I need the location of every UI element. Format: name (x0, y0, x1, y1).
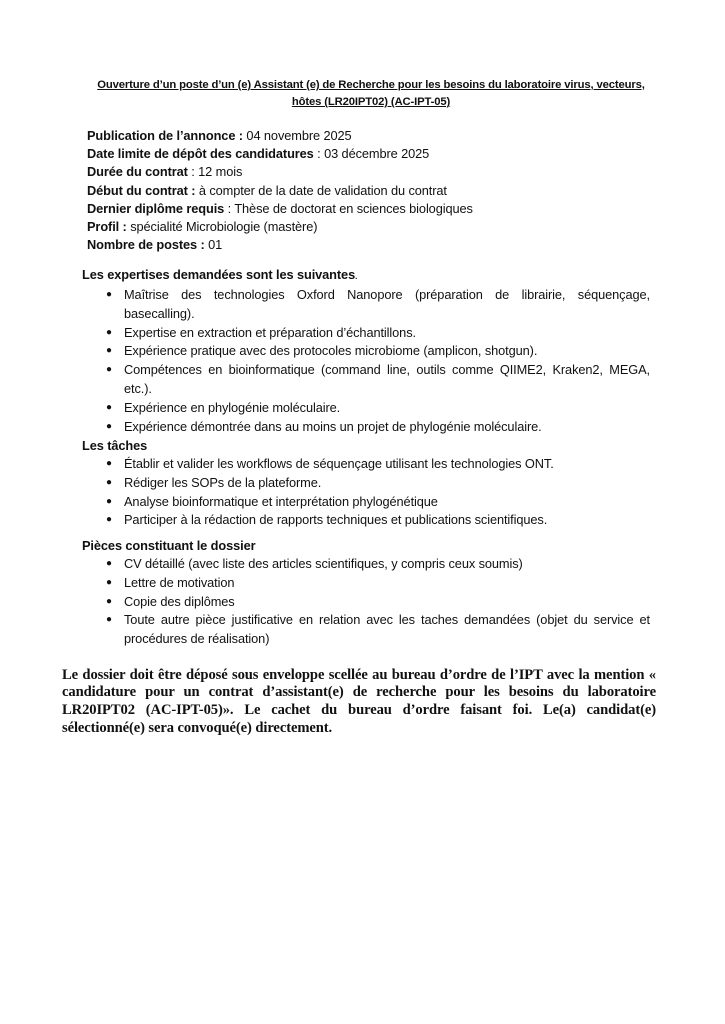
section-heading: Les tâches (82, 438, 148, 453)
info-label: Profil : (87, 219, 127, 235)
bullet-icon: ● (106, 558, 112, 569)
list-item-text: Toute autre pièce justificative en relation avec les taches demandées (objet du service et procédures de réalisation) (124, 612, 650, 647)
info-value: spécialité Microbiologie (mastère) (126, 219, 318, 235)
info-label: Durée du contrat (87, 164, 188, 180)
bullet-icon: ● (106, 514, 112, 526)
section-heading (82, 266, 650, 286)
list-item-text: Expérience démontrée dans au moins un projet de phylogénie moléculaire. (124, 418, 542, 434)
info-label: Dernier diplôme requis (87, 200, 225, 216)
list-item-text: Copie des diplômes (124, 593, 235, 609)
info-row-degree (87, 200, 473, 218)
info-label: Nombre de postes : (87, 237, 205, 253)
bullet-icon: ● (106, 576, 112, 588)
list-item (82, 474, 650, 493)
bullet-icon: ● (106, 401, 112, 413)
info-label: Date limite de dépôt des candidatures (87, 146, 314, 162)
info-row-positions (87, 236, 473, 254)
info-row-start (87, 182, 473, 200)
info-row-publication (87, 127, 473, 145)
bullet-icon: ● (106, 345, 112, 357)
list-item (82, 611, 650, 649)
list-item-text: Expertise en extraction et préparation d’échantillons. (124, 324, 416, 340)
section-taches (82, 437, 650, 530)
list-item-text: Analyse bioinformatique et interprétation phylogénétique (124, 493, 438, 509)
info-label: Début du contrat : (87, 182, 196, 198)
info-row-profile (87, 218, 473, 236)
bullet-icon: ● (106, 476, 112, 488)
info-label: Publication de l’annonce : (87, 128, 243, 143)
info-row-duration (87, 163, 473, 181)
list-item (82, 399, 650, 418)
info-value: à compter de la date de validation du contrat (195, 182, 447, 198)
section-heading-text: Les expertises demandées sont les suivantes (82, 267, 356, 282)
bullet-icon: ● (106, 458, 112, 469)
list-item (82, 593, 650, 612)
taches-list (82, 455, 650, 530)
list-item (82, 511, 650, 530)
list-item-text: Maîtrise des technologies Oxford Nanopore (préparation de librairie, séquençage, basecalling). (124, 287, 650, 321)
section-heading: Pièces constituant le dossier (82, 538, 256, 553)
list-item (82, 361, 650, 399)
list-item-text: Établir et valider les workflows de séquençage utilisant les technologies ONT. (124, 456, 554, 471)
bullet-icon: ● (106, 326, 112, 338)
list-item-text: Rédiger les SOPs de la plateforme. (124, 474, 322, 490)
list-item (82, 574, 650, 593)
list-item (82, 455, 650, 474)
list-item (82, 324, 650, 343)
bullet-icon: ● (106, 595, 112, 607)
list-item (82, 555, 650, 574)
info-row-deadline (87, 145, 473, 163)
list-item-text: Compétences en bioinformatique (command line, outils comme QIIME2, Kraken2, MEGA, etc.). (124, 362, 650, 396)
bullet-icon: ● (106, 614, 112, 626)
list-item (82, 286, 650, 324)
bullet-icon: ● (106, 420, 112, 432)
list-item (82, 342, 650, 361)
list-item-text: Expérience en phylogénie moléculaire. (124, 399, 341, 415)
list-item (82, 493, 650, 512)
info-value: 04 novembre 2025 (242, 128, 352, 143)
job-info-block (87, 127, 473, 254)
list-item-text: Participer à la rédaction de rapports techniques et publications scientifiques. (124, 512, 548, 528)
section-expertises (82, 266, 650, 436)
bullet-icon: ● (106, 495, 112, 507)
section-pieces-dossier (82, 537, 650, 649)
list-item (82, 418, 650, 437)
document-title: Ouverture d’un poste d’un (e) Assistant (e) de Recherche pour les besoins du laboratoire virus, vecteurs, hôtes (LR20IPT02) (AC-IPT-05) (97, 79, 645, 108)
list-item-text: Lettre de motivation (124, 574, 235, 590)
info-value: : 12 mois (187, 164, 243, 180)
submission-instructions: Le dossier doit être déposé sous enveloppe scellée au bureau d’ordre de l’IPT avec la mention « candidature pour un contrat d’assistant(e) de recherche pour les besoins du laboratoire LR20IPT02 (AC-IPT-05)». Le cachet du bureau d’ordre faisant foi. Le(a) candidat(e) sélectionné(e) sera convoqué(e) directement. (62, 666, 656, 736)
expertises-list (82, 286, 650, 436)
info-value: 01 (204, 237, 223, 253)
info-value: : 03 décembre 2025 (313, 146, 430, 162)
list-item-text: CV détaillé (avec liste des articles scientifiques, y compris ceux soumis) (124, 556, 523, 571)
list-item-text: Expérience pratique avec des protocoles microbiome (amplicon, shotgun). (124, 343, 538, 359)
pieces-list (82, 555, 650, 649)
info-value: : Thèse de doctorat en sciences biologiques (224, 200, 473, 216)
bullet-icon: ● (106, 364, 112, 376)
section-heading-suffix: . (355, 272, 358, 281)
bullet-icon: ● (106, 289, 112, 300)
